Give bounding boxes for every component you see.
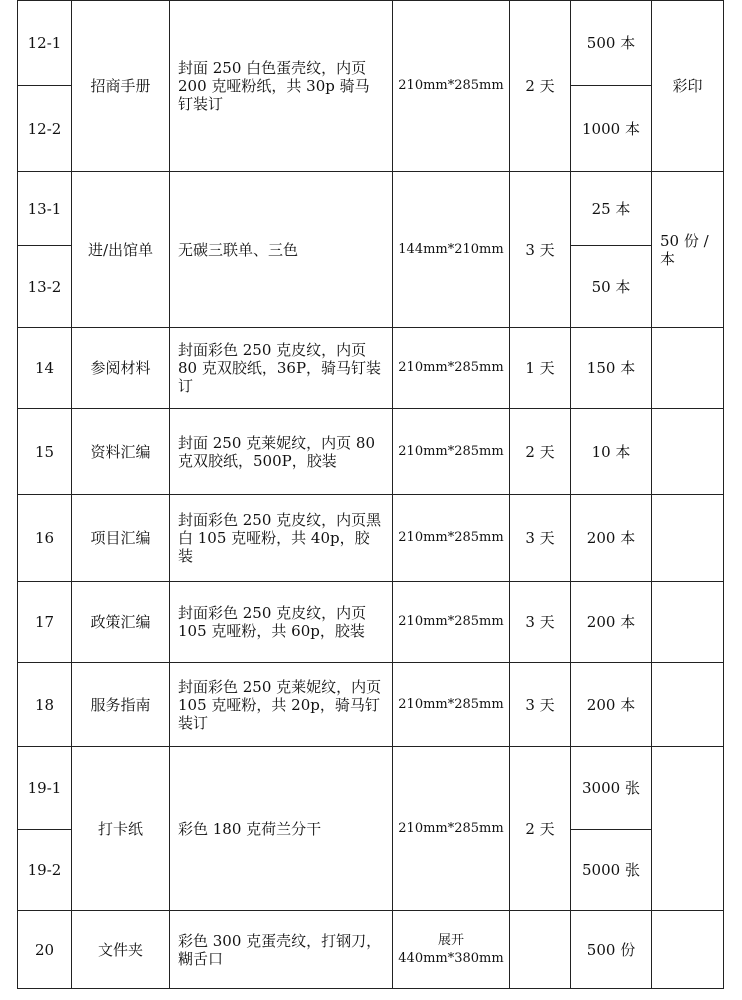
item-note: 50 份 / 本	[652, 172, 724, 328]
item-days: 2 天	[510, 747, 571, 911]
item-number: 16	[18, 495, 72, 582]
item-number: 12-2	[18, 86, 72, 172]
item-description: 封面 250 白色蛋壳纹，内页 200 克哑粉纸，共 30p 骑马钉装订	[170, 1, 393, 172]
item-number: 19-1	[18, 747, 72, 830]
item-days: 3 天	[510, 172, 571, 328]
item-note	[652, 911, 724, 989]
item-name: 进/出馆单	[72, 172, 170, 328]
item-quantity: 200 本	[571, 663, 652, 747]
item-size: 210mm*285mm	[393, 1, 510, 172]
item-quantity: 500 份	[571, 911, 652, 989]
item-number: 12-1	[18, 1, 72, 86]
item-quantity: 25 本	[571, 172, 652, 246]
item-number: 17	[18, 582, 72, 663]
item-quantity: 200 本	[571, 582, 652, 663]
item-description: 彩色 180 克荷兰分干	[170, 747, 393, 911]
item-quantity: 200 本	[571, 495, 652, 582]
item-note	[652, 663, 724, 747]
item-days: 2 天	[510, 1, 571, 172]
item-days: 2 天	[510, 409, 571, 495]
item-name: 打卡纸	[72, 747, 170, 911]
item-number: 19-2	[18, 830, 72, 911]
item-size-line: 440mm*380mm	[398, 950, 504, 966]
item-number: 18	[18, 663, 72, 747]
item-days: 1 天	[510, 328, 571, 409]
table-row	[18, 1, 724, 86]
item-name: 招商手册	[72, 1, 170, 172]
item-number: 13-1	[18, 172, 72, 246]
item-quantity: 3000 张	[571, 747, 652, 830]
item-quantity: 500 本	[571, 1, 652, 86]
item-days	[510, 911, 571, 989]
item-size-line: 展开	[437, 932, 464, 948]
item-size: 210mm*285mm	[393, 495, 510, 582]
item-name: 参阅材料	[72, 328, 170, 409]
print-spec-table	[17, 0, 724, 989]
item-name: 服务指南	[72, 663, 170, 747]
table-row	[18, 911, 724, 989]
item-note: 彩印	[652, 1, 724, 172]
item-note	[652, 495, 724, 582]
item-days: 3 天	[510, 582, 571, 663]
item-quantity: 50 本	[571, 246, 652, 328]
table-row	[18, 172, 724, 246]
table-row	[18, 582, 724, 663]
item-quantity: 10 本	[571, 409, 652, 495]
item-number: 20	[18, 911, 72, 989]
item-description: 封面彩色 250 克莱妮纹，内页 105 克哑粉，共 20p，骑马钉装订	[170, 663, 393, 747]
item-number: 15	[18, 409, 72, 495]
item-name: 政策汇编	[72, 582, 170, 663]
item-description: 封面彩色 250 克皮纹，内页 105 克哑粉，共 60p，胶装	[170, 582, 393, 663]
table-row	[18, 495, 724, 582]
item-number: 14	[18, 328, 72, 409]
item-number: 13-2	[18, 246, 72, 328]
item-size	[393, 911, 510, 989]
item-size: 144mm*210mm	[393, 172, 510, 328]
item-description: 封面彩色 250 克皮纹，内页 80 克双胶纸，36P，骑马钉装订	[170, 328, 393, 409]
item-name: 资料汇编	[72, 409, 170, 495]
item-description: 彩色 300 克蛋壳纹，打钢刀，糊舌口	[170, 911, 393, 989]
item-name: 文件夹	[72, 911, 170, 989]
item-size: 210mm*285mm	[393, 663, 510, 747]
item-description: 封面彩色 250 克皮纹，内页黑白 105 克哑粉，共 40p，胶装	[170, 495, 393, 582]
item-days: 3 天	[510, 495, 571, 582]
item-note	[652, 328, 724, 409]
item-quantity: 5000 张	[571, 830, 652, 911]
item-size: 210mm*285mm	[393, 747, 510, 911]
item-size: 210mm*285mm	[393, 328, 510, 409]
table-row	[18, 747, 724, 830]
table-row	[18, 663, 724, 747]
item-description: 无碳三联单、三色	[170, 172, 393, 328]
item-size: 210mm*285mm	[393, 582, 510, 663]
item-quantity: 1000 本	[571, 86, 652, 172]
item-description: 封面 250 克莱妮纹，内页 80 克双胶纸，500P，胶装	[170, 409, 393, 495]
item-name: 项目汇编	[72, 495, 170, 582]
item-note	[652, 582, 724, 663]
item-days: 3 天	[510, 663, 571, 747]
table-row	[18, 409, 724, 495]
table-row	[18, 328, 724, 409]
item-note	[652, 747, 724, 911]
item-size: 210mm*285mm	[393, 409, 510, 495]
item-quantity: 150 本	[571, 328, 652, 409]
item-note	[652, 409, 724, 495]
